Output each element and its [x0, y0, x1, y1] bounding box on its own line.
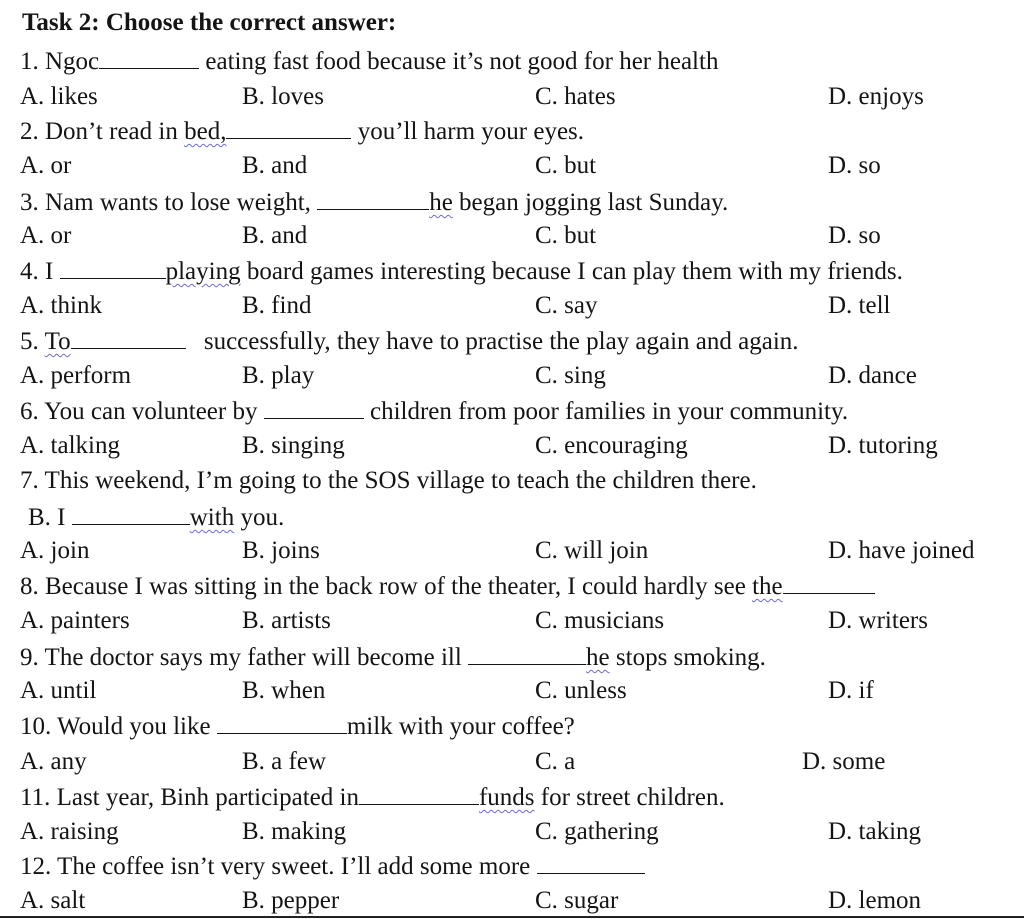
option-d[interactable]: D. enjoys	[828, 83, 924, 110]
question-text: the	[752, 573, 783, 600]
question-text: milk with your coffee?	[346, 713, 575, 740]
option-b[interactable]: B. artists	[242, 607, 331, 634]
question-4	[20, 254, 903, 288]
option-b[interactable]: B. pepper	[242, 887, 340, 914]
option-a[interactable]: A. or	[20, 152, 72, 179]
option-b[interactable]: B. loves	[242, 83, 324, 110]
answer-blank	[71, 324, 186, 349]
option-c[interactable]: C. sugar	[535, 887, 619, 914]
question-6	[20, 394, 848, 428]
question-11	[20, 780, 725, 814]
option-d[interactable]: D. taking	[828, 818, 922, 845]
option-b[interactable]: B. a few	[242, 748, 326, 775]
question-text: 1. Ngoc	[20, 48, 100, 75]
option-a[interactable]: A. join	[20, 537, 90, 564]
option-d[interactable]: D. dance	[828, 362, 917, 389]
answer-blank	[317, 185, 429, 210]
question-text: stops smoking.	[609, 644, 766, 671]
option-b[interactable]: B. play	[242, 362, 315, 389]
question-9	[20, 640, 766, 674]
question-text: he	[429, 189, 453, 216]
question-text: children from poor families in your community.	[363, 398, 849, 425]
question-text: successfully, they have to practise the play again and again.	[197, 328, 799, 355]
question-text: 3. Nam wants to lose weight,	[20, 189, 318, 216]
answer-blank	[468, 640, 586, 665]
question-text: To	[44, 328, 71, 355]
answer-blank	[226, 114, 351, 139]
option-c[interactable]: C. a	[535, 748, 576, 775]
option-a[interactable]: A. perform	[20, 362, 132, 389]
question-1	[20, 44, 718, 78]
option-d[interactable]: D. so	[828, 152, 881, 179]
option-a[interactable]: A. any	[20, 748, 87, 775]
option-c[interactable]: C. gathering	[535, 818, 659, 845]
question-text: eating fast food because it’s not good for her health	[199, 48, 719, 75]
option-c[interactable]: C. sing	[535, 362, 606, 389]
question-text: 11. Last year, Binh participated in	[20, 784, 359, 811]
question-text: 7. This weekend, I’m going to the SOS village to teach the children there.	[20, 467, 757, 494]
answer-blank	[60, 254, 166, 279]
option-c[interactable]: C. but	[535, 152, 597, 179]
option-d[interactable]: D. so	[828, 222, 881, 249]
question-text: funds	[478, 784, 535, 811]
question-text: you.	[234, 504, 285, 531]
question-text: board games interesting because I can play them with my friends.	[240, 258, 903, 285]
option-d[interactable]: D. tell	[828, 292, 891, 319]
question-2	[20, 114, 584, 148]
option-a[interactable]: A. or	[20, 222, 72, 249]
option-d[interactable]: D. lemon	[828, 887, 922, 914]
option-a[interactable]: A. talking	[20, 432, 120, 459]
option-b[interactable]: B. making	[242, 818, 347, 845]
question-3	[20, 185, 728, 219]
question-7-reply	[28, 500, 284, 534]
option-d[interactable]: D. if	[828, 677, 874, 704]
option-d[interactable]: D. tutoring	[828, 432, 938, 459]
option-c[interactable]: C. unless	[535, 677, 627, 704]
option-b[interactable]: B. when	[242, 677, 326, 704]
option-a[interactable]: A. likes	[20, 83, 98, 110]
option-d[interactable]: D. writers	[828, 607, 928, 634]
option-d[interactable]: D. some	[802, 748, 886, 775]
answer-blank	[359, 780, 479, 805]
question-5	[20, 324, 799, 358]
option-a[interactable]: A. raising	[20, 818, 119, 845]
question-text: you’ll harm your eyes.	[351, 118, 585, 145]
answer-blank	[783, 569, 875, 594]
option-b[interactable]: B. find	[242, 292, 312, 319]
option-a[interactable]: A. painters	[20, 607, 130, 634]
question-text: he	[586, 644, 610, 671]
option-c[interactable]: C. but	[535, 222, 597, 249]
option-b[interactable]: B. joins	[242, 537, 320, 564]
option-a[interactable]: A. salt	[20, 887, 86, 914]
question-text: 4. I	[20, 258, 60, 285]
question-8	[20, 569, 875, 603]
answer-blank	[99, 44, 199, 69]
option-a[interactable]: A. think	[20, 292, 102, 319]
option-b[interactable]: B. and	[242, 152, 308, 179]
option-b[interactable]: B. and	[242, 222, 308, 249]
question-10	[20, 709, 575, 743]
task-title: Task 2: Choose the correct answer:	[22, 9, 397, 36]
question-text: 12. The coffee isn’t very sweet. I’ll add some more	[20, 853, 537, 880]
option-b[interactable]: B. singing	[242, 432, 345, 459]
answer-blank	[72, 500, 190, 525]
question-7	[20, 464, 757, 498]
answer-blank	[217, 709, 347, 734]
option-c[interactable]: C. say	[535, 292, 598, 319]
question-text: 9. The doctor says my father will become ill	[20, 644, 469, 671]
question-text: 10. Would you like	[20, 713, 217, 740]
question-text: playing	[165, 258, 241, 285]
question-text: 6. You can volunteer by	[20, 398, 264, 425]
question-text: B. I	[28, 504, 72, 531]
question-text: 2. Don’t read in	[20, 118, 185, 145]
question-text: 8. Because I was sitting in the back row of the theater, I could hardly see	[20, 573, 753, 600]
question-text: for street children.	[534, 784, 725, 811]
option-c[interactable]: C. will join	[535, 537, 649, 564]
question-text: began jogging last Sunday.	[452, 189, 729, 216]
option-c[interactable]: C. encouraging	[535, 432, 688, 459]
question-text: bed,	[184, 118, 227, 145]
option-d[interactable]: D. have joined	[828, 537, 975, 564]
answer-blank	[537, 849, 645, 874]
option-a[interactable]: A. until	[20, 677, 97, 704]
option-c[interactable]: C. musicians	[535, 607, 665, 634]
question-text: 5.	[20, 328, 45, 355]
question-12	[20, 849, 645, 883]
question-text: with	[189, 504, 235, 531]
option-c[interactable]: C. hates	[535, 83, 616, 110]
answer-blank	[264, 394, 364, 419]
page-bottom-divider	[0, 916, 1024, 918]
